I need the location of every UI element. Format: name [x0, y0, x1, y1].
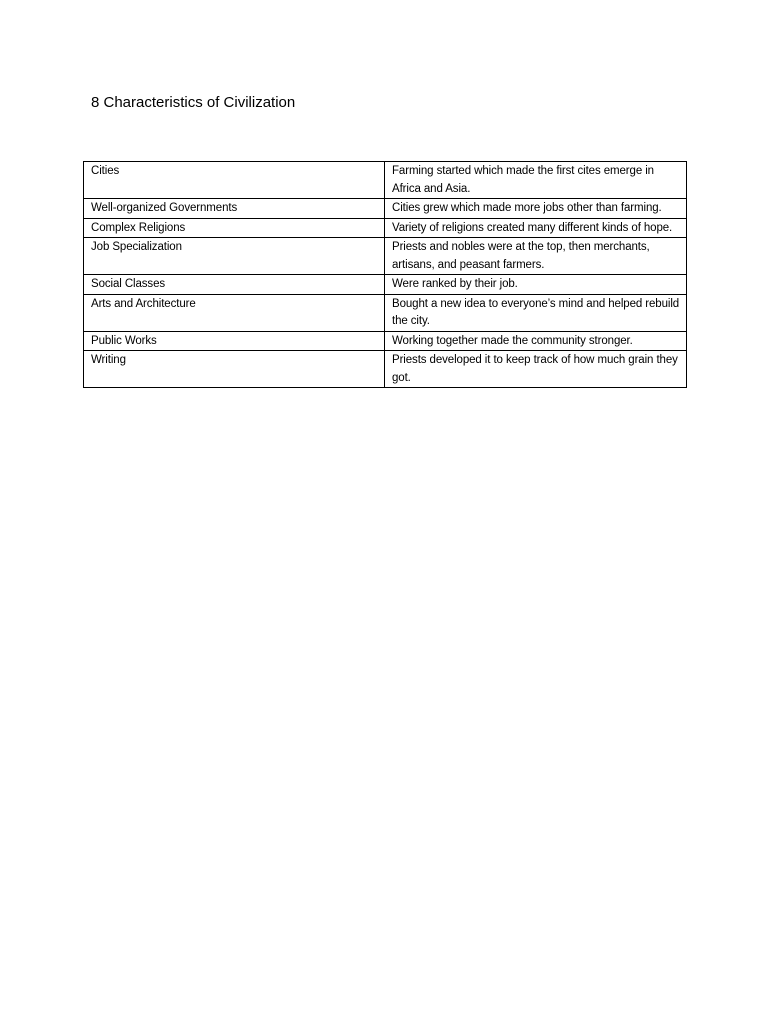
table-row	[84, 275, 687, 295]
characteristics-table	[83, 161, 687, 388]
table-row	[84, 162, 687, 199]
description-cell: Farming started which made the first cites emerge in Africa and Asia.	[385, 162, 687, 199]
characteristic-cell: Cities	[84, 162, 385, 199]
table-row	[84, 351, 687, 388]
description-cell: Priests developed it to keep track of how much grain they got.	[385, 351, 687, 388]
description-cell: Working together made the community stronger.	[385, 331, 687, 351]
description-cell: Bought a new idea to everyone’s mind and helped rebuild the city.	[385, 294, 687, 331]
characteristic-cell: Social Classes	[84, 275, 385, 295]
page-title: 8 Characteristics of Civilization	[91, 94, 296, 111]
description-cell: Were ranked by their job.	[385, 275, 687, 295]
table-row	[84, 331, 687, 351]
description-cell: Variety of religions created many different kinds of hope.	[385, 218, 687, 238]
description-cell: Cities grew which made more jobs other than farming.	[385, 199, 687, 219]
table-row	[84, 238, 687, 275]
characteristic-cell: Job Specialization	[84, 238, 385, 275]
characteristic-cell: Arts and Architecture	[84, 294, 385, 331]
table-row	[84, 218, 687, 238]
characteristic-cell: Public Works	[84, 331, 385, 351]
characteristic-cell: Writing	[84, 351, 385, 388]
table-row	[84, 294, 687, 331]
description-cell: Priests and nobles were at the top, then merchants, artisans, and peasant farmers.	[385, 238, 687, 275]
table-row	[84, 199, 687, 219]
characteristic-cell: Well-organized Governments	[84, 199, 385, 219]
characteristic-cell: Complex Religions	[84, 218, 385, 238]
